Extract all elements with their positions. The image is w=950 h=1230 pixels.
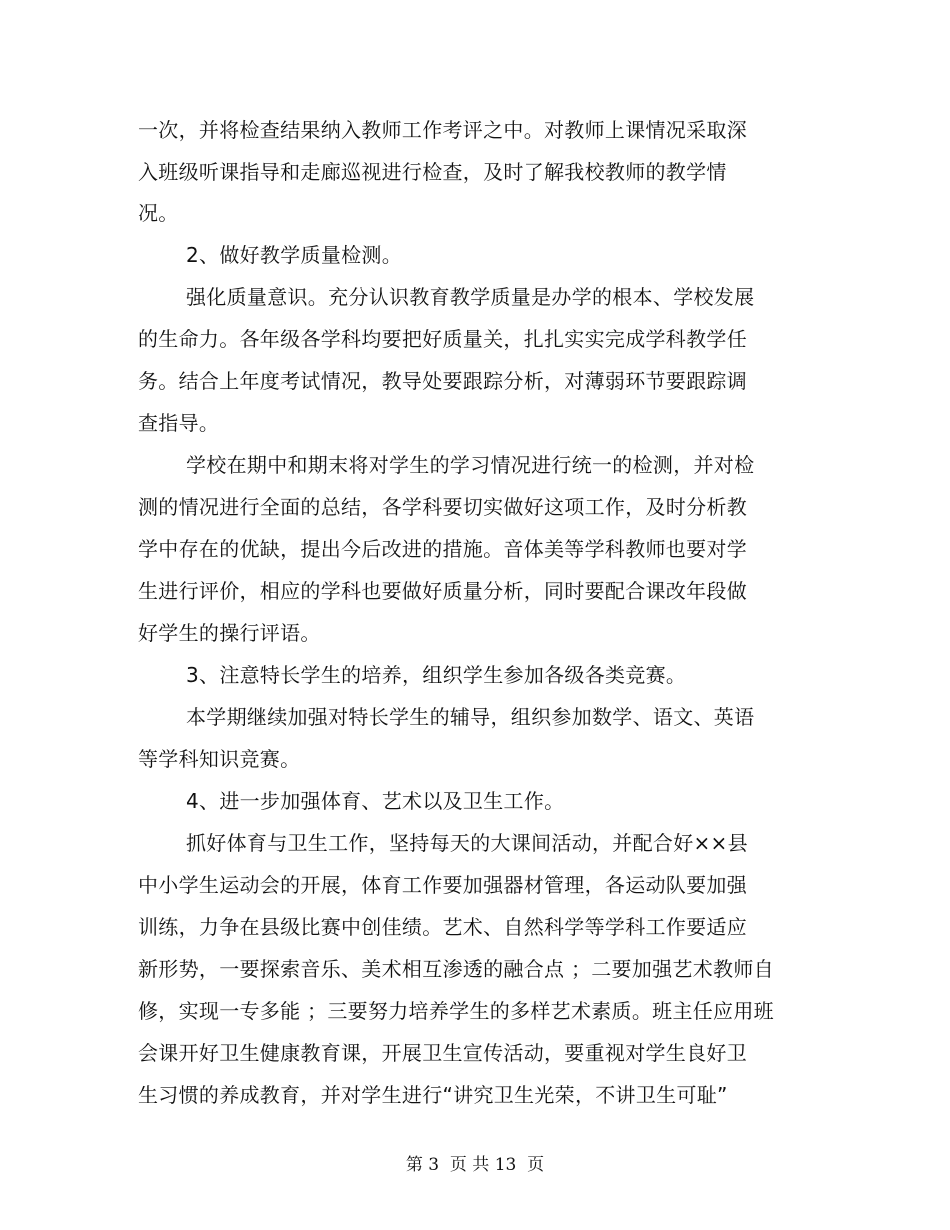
body-line: 查指导。 [138, 411, 220, 435]
body-line: 的生命力。各年级各学科均要把好质量关，扎扎实实完成学科教学任 [138, 327, 747, 351]
body-line: 务。结合上年度考试情况，教导处要跟踪分析，对薄弱环节要跟踪调 [138, 369, 747, 393]
body-line: 学中存在的优缺，提出今后改进的措施。音体美等学科教师也要对学 [138, 537, 747, 561]
body-line: 本学期继续加强对特长学生的辅导，组织参加数学、语文、英语 [186, 705, 755, 729]
body-line: 一次，并将检查结果纳入教师工作考评之中。对教师上课情况采取深 [138, 118, 747, 142]
body-line: 强化质量意识。充分认识教育教学质量是办学的根本、学校发展 [186, 285, 755, 309]
page-number: 第 3 页 共 13 页 [405, 1155, 545, 1175]
body-line: 训练，力争在县级比赛中创佳绩。艺术、自然科学等学科工作要适应 [138, 915, 747, 939]
body-line: 等学科知识竞赛。 [138, 747, 301, 771]
body-line: 中小学生运动会的开展，体育工作要加强器材管理，各运动队要加强 [138, 873, 747, 897]
section-heading: 3、注意特长学生的培养，组织学生参加各级各类竞赛。 [186, 663, 687, 687]
body-line: 修，实现一专多能 ；三要努力培养学生的多样艺术素质。班主任应用班 [138, 999, 774, 1023]
section-heading: 4、进一步加强体育、艺术以及卫生工作。 [186, 789, 565, 813]
section-heading: 2、做好教学质量检测。 [186, 243, 403, 267]
body-line: 抓好体育与卫生工作，坚持每天的大课间活动，并配合好××县 [186, 831, 748, 855]
body-line: 好学生的操行评语。 [138, 621, 321, 645]
body-line: 会课开好卫生健康教育课，开展卫生宣传活动，要重视对学生良好卫 [138, 1041, 747, 1065]
body-line: 测的情况进行全面的总结，各学科要切实做好这项工作，及时分析教 [138, 495, 747, 519]
body-line: 入班级听课指导和走廊巡视进行检查，及时了解我校教师的教学情 [138, 160, 727, 184]
body-line: 学校在期中和期末将对学生的学习情况进行统一的检测，并对检 [186, 453, 755, 477]
body-line: 生习惯的养成教育，并对学生进行“讲究卫生光荣，不讲卫生可耻” [138, 1083, 728, 1107]
body-line: 生进行评价，相应的学科也要做好质量分析，同时要配合课改年段做 [138, 579, 747, 603]
body-line: 新形势，一要探索音乐、美术相互渗透的融合点 ；二要加强艺术教师自 [138, 957, 774, 981]
body-line: 况。 [138, 201, 179, 225]
